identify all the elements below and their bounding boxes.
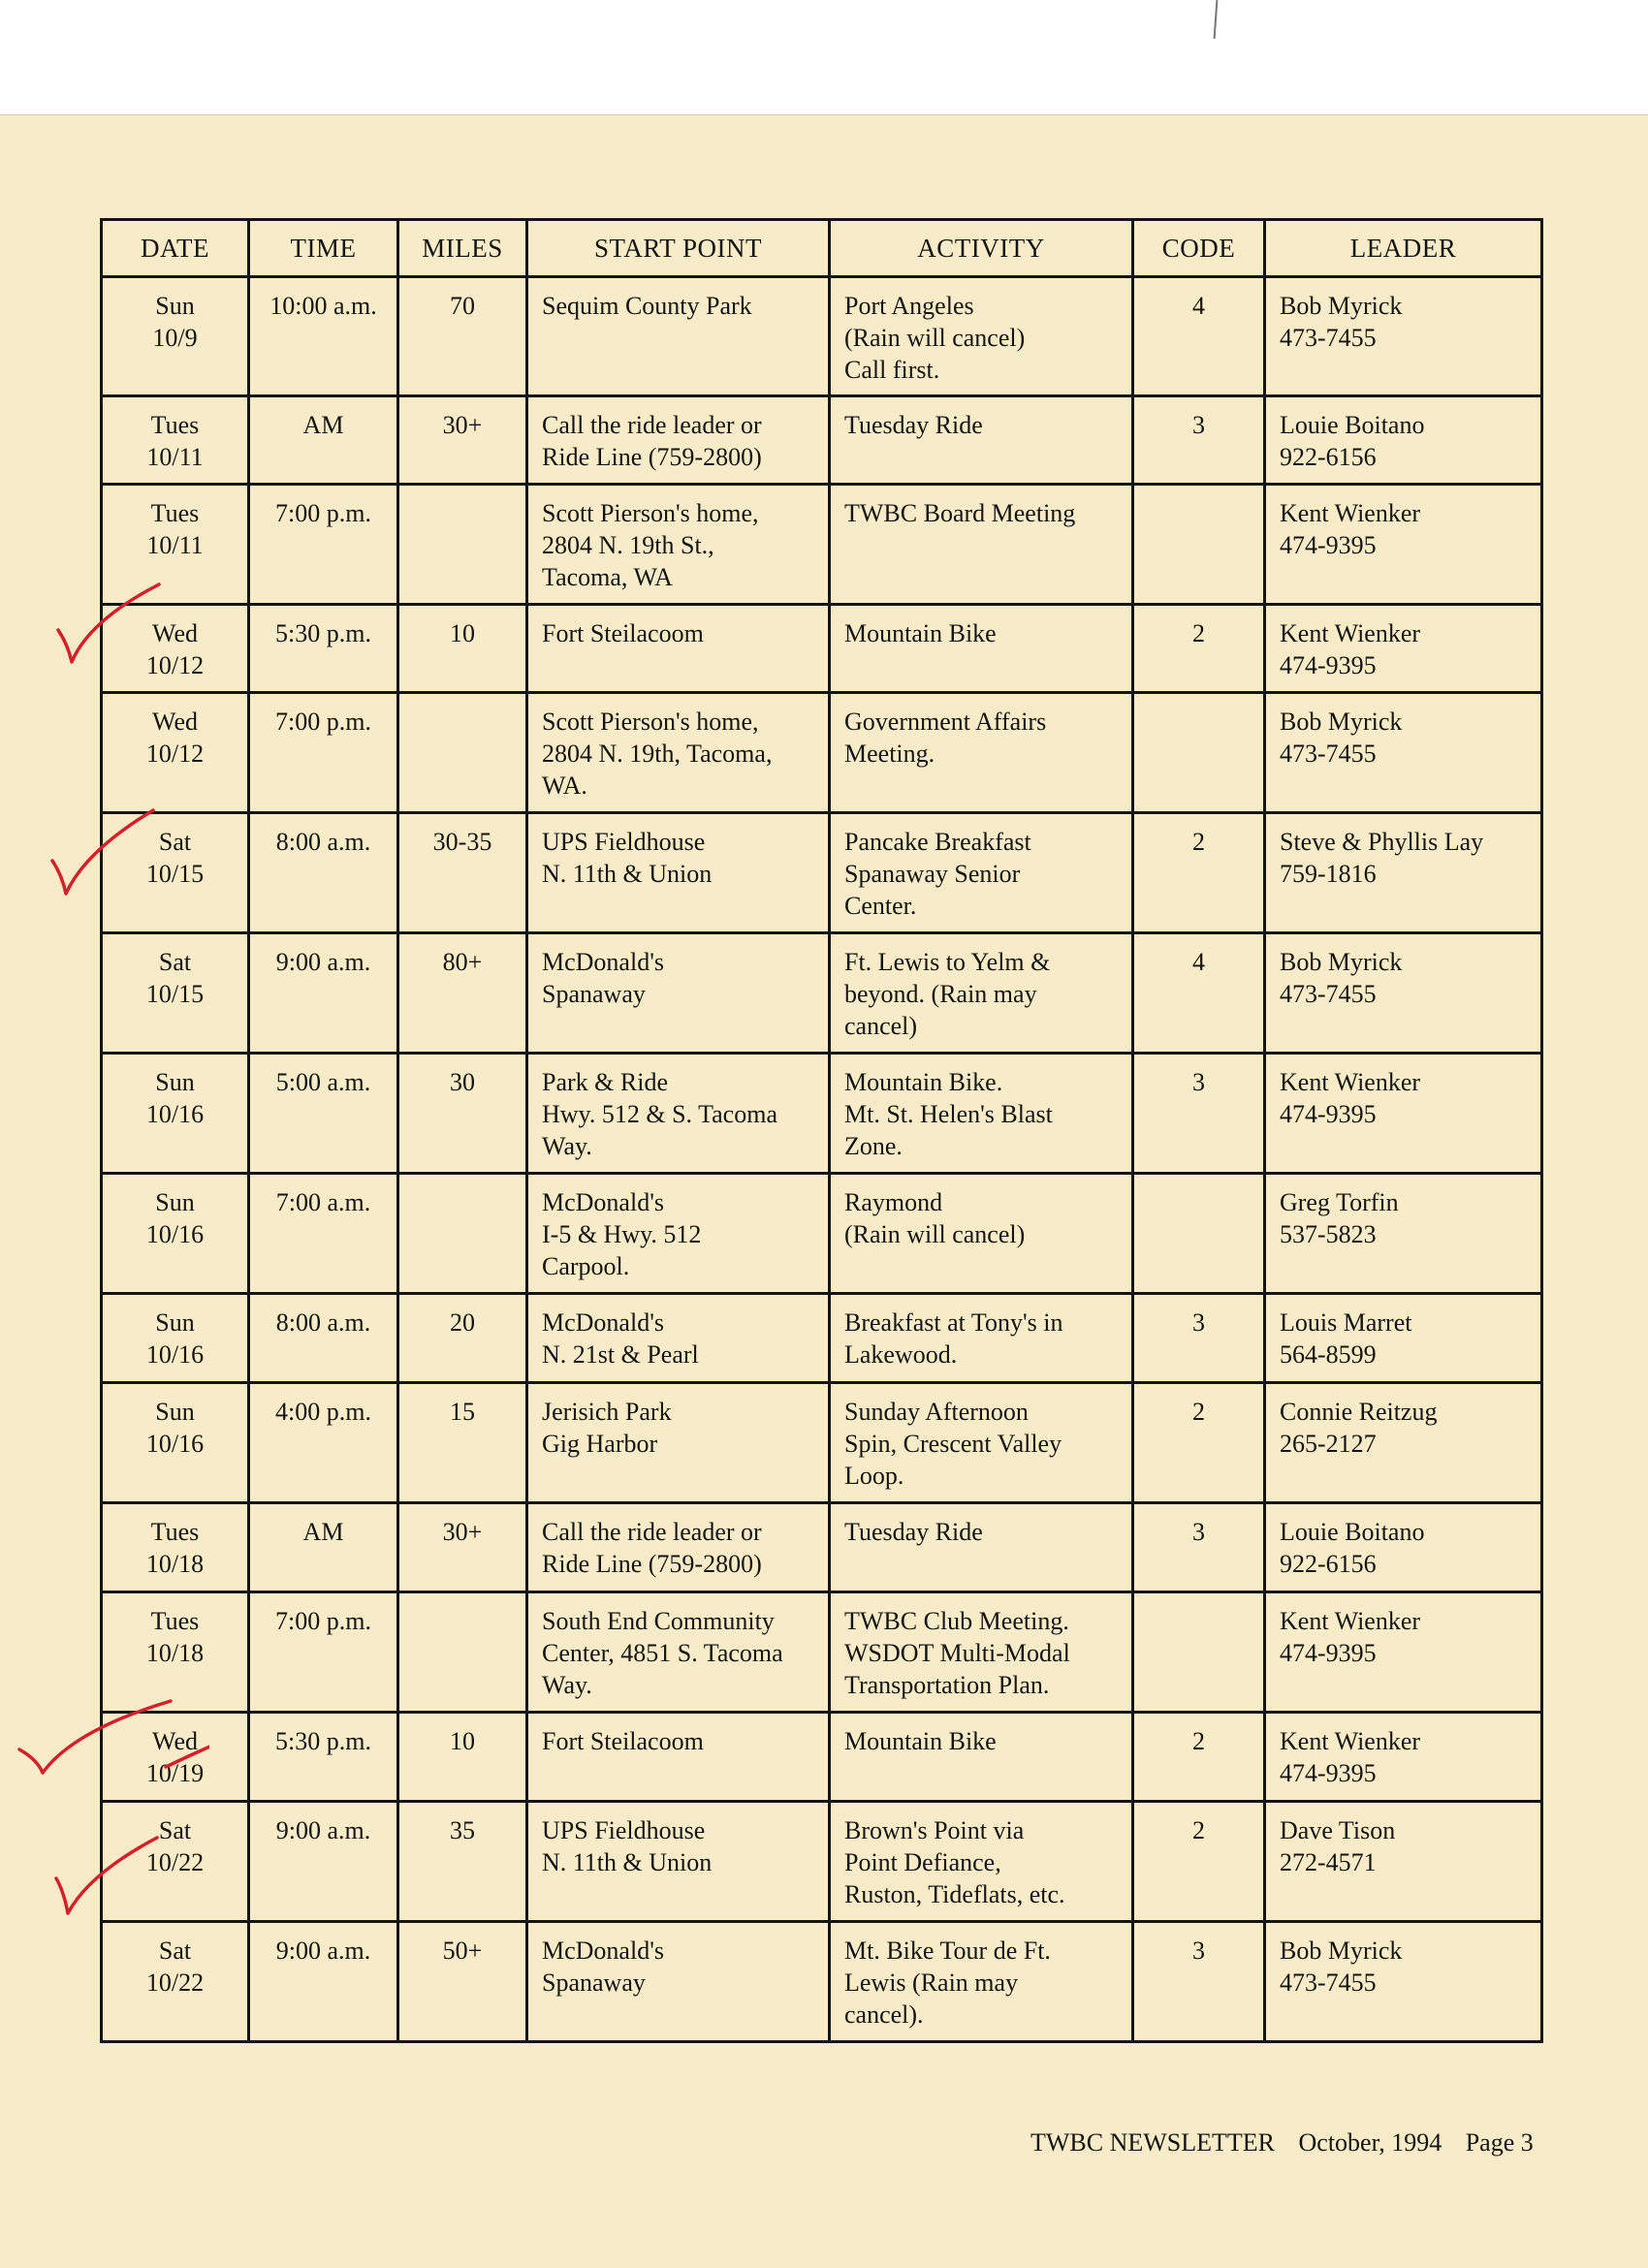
activity-cell-line: Loop. (844, 1462, 904, 1490)
miles-cell: 80+ (398, 933, 527, 1054)
activity-cell-line: Ft. Lewis to Yelm & (844, 948, 1051, 976)
table-row (102, 605, 1542, 693)
date-cell (102, 1054, 249, 1174)
date-cell (102, 693, 249, 813)
activity-cell (830, 1294, 1133, 1383)
time-cell: 7:00 p.m. (249, 693, 398, 813)
start-point-cell (527, 933, 830, 1054)
start-point-cell-line: Ride Line (759-2800) (542, 1550, 762, 1578)
start-point-cell-line: Park & Ride (542, 1068, 668, 1096)
header-code: CODE (1133, 220, 1265, 277)
start-point-cell-line: South End Community (542, 1607, 775, 1635)
table-row (102, 1922, 1542, 2042)
start-point-cell-line: Call the ride leader or (542, 1518, 762, 1546)
red-check-mark-icon (50, 1830, 167, 1937)
leader-cell (1265, 1713, 1542, 1802)
table-row (102, 1294, 1542, 1383)
activity-cell-line: Mountain Bike (844, 1727, 997, 1755)
date-cell-line: Sat (158, 948, 192, 976)
table-row (102, 1383, 1542, 1503)
activity-cell (830, 1713, 1133, 1802)
leader-cell (1265, 933, 1542, 1054)
leader-cell-line: 473-7455 (1280, 740, 1377, 768)
activity-cell (830, 933, 1133, 1054)
code-cell (1133, 693, 1265, 813)
leader-cell-line: 474-9395 (1280, 1100, 1377, 1128)
start-point-cell-line: Hwy. 512 & S. Tacoma (542, 1100, 777, 1128)
start-point-cell (527, 1922, 830, 2042)
date-cell (102, 1922, 249, 2042)
activity-cell-line: Sunday Afternoon (844, 1398, 1029, 1426)
activity-cell-line: Tuesday Ride (844, 1518, 983, 1546)
red-check-mark-icon (16, 1691, 209, 1798)
leader-cell (1265, 813, 1542, 933)
start-point-cell (527, 813, 830, 933)
start-point-cell-line: Fort Steilacoom (542, 1727, 704, 1755)
start-point-cell-line: Ride Line (759-2800) (542, 443, 762, 471)
table-row (102, 813, 1542, 933)
code-cell: 3 (1133, 396, 1265, 485)
leader-cell (1265, 1174, 1542, 1294)
activity-cell-line: Breakfast at Tony's in (844, 1308, 1063, 1337)
time-cell: 5:00 a.m. (249, 1054, 398, 1174)
date-cell-line: Wed (152, 619, 198, 647)
start-point-cell-line: Sequim County Park (542, 292, 752, 320)
activity-cell-line: (Rain will cancel) (844, 324, 1026, 352)
table-header-row (102, 220, 1542, 277)
date-cell-line: 10/15 (145, 860, 205, 888)
leader-cell-line: Greg Torfin (1280, 1188, 1399, 1216)
leader-cell-line: Louie Boitano (1280, 1518, 1425, 1546)
red-check-mark-icon (50, 577, 167, 683)
miles-cell: 30-35 (398, 813, 527, 933)
start-point-cell-line: Scott Pierson's home, (542, 499, 759, 527)
leader-cell-line: Dave Tison (1280, 1816, 1396, 1844)
time-cell: 5:30 p.m. (249, 1713, 398, 1802)
miles-cell: 30 (398, 1054, 527, 1174)
start-point-cell-line: Way. (542, 1132, 592, 1160)
start-point-cell-line: Jerisich Park (542, 1398, 672, 1426)
leader-cell (1265, 396, 1542, 485)
activity-cell (830, 693, 1133, 813)
time-cell: 10:00 a.m. (249, 277, 398, 396)
miles-cell: 20 (398, 1294, 527, 1383)
leader-cell (1265, 277, 1542, 396)
date-cell-line: 10/11 (146, 531, 204, 559)
table-row (102, 693, 1542, 813)
leader-cell-line: 759-1816 (1280, 860, 1377, 888)
leader-cell (1265, 1054, 1542, 1174)
activity-cell (830, 1922, 1133, 2042)
activity-cell-line: Mt. Bike Tour de Ft. (844, 1937, 1051, 1965)
header-time: TIME (249, 220, 398, 277)
start-point-cell-line: Tacoma, WA (542, 563, 673, 591)
leader-cell-line: Kent Wienker (1280, 1607, 1421, 1635)
miles-cell (398, 485, 527, 605)
date-cell-line: Sat (158, 828, 192, 856)
start-point-cell (527, 396, 830, 485)
header-miles: MILES (398, 220, 527, 277)
time-cell: 7:00 p.m. (249, 1592, 398, 1713)
table-row (102, 1802, 1542, 1922)
code-cell: 2 (1133, 1383, 1265, 1503)
activity-cell-line: Raymond (844, 1188, 943, 1216)
code-cell (1133, 485, 1265, 605)
miles-cell: 10 (398, 1713, 527, 1802)
leader-cell-line: Bob Myrick (1280, 948, 1403, 976)
time-cell: 9:00 a.m. (249, 1802, 398, 1922)
table-row (102, 1713, 1542, 1802)
time-cell: 9:00 a.m. (249, 1922, 398, 2042)
start-point-cell-line: McDonald's (542, 1937, 665, 1965)
date-cell-line: Wed (152, 708, 198, 736)
activity-cell-line: Lewis (Rain may (844, 1969, 1019, 1997)
miles-cell: 35 (398, 1802, 527, 1922)
date-cell-line: 10/12 (145, 651, 205, 679)
code-cell: 3 (1133, 1294, 1265, 1383)
activity-cell (830, 605, 1133, 693)
activity-cell-line: Ruston, Tideflats, etc. (844, 1880, 1065, 1908)
leader-cell (1265, 605, 1542, 693)
start-point-cell (527, 1713, 830, 1802)
leader-cell-line: Kent Wienker (1280, 619, 1421, 647)
leader-cell (1265, 1592, 1542, 1713)
scan-edge-mark (1214, 0, 1219, 39)
time-cell: AM (249, 396, 398, 485)
start-point-cell-line: Spanaway (542, 1969, 646, 1997)
header-start-point: START POINT (527, 220, 830, 277)
start-point-cell-line: N. 11th & Union (542, 1848, 713, 1876)
leader-cell-line: Louie Boitano (1280, 411, 1425, 439)
time-cell: 8:00 a.m. (249, 1294, 398, 1383)
activity-cell-line: Brown's Point via (844, 1816, 1025, 1844)
activity-cell-line: TWBC Club Meeting. (844, 1607, 1069, 1635)
leader-cell (1265, 1922, 1542, 2042)
time-cell: 7:00 a.m. (249, 1174, 398, 1294)
leader-cell (1265, 1503, 1542, 1592)
miles-cell (398, 693, 527, 813)
activity-cell-line: Mt. St. Helen's Blast (844, 1100, 1053, 1128)
start-point-cell-line: Spanaway (542, 980, 646, 1008)
leader-cell-line: 474-9395 (1280, 531, 1377, 559)
date-cell-line: 10/19 (145, 1759, 205, 1787)
activity-cell-line: Meeting. (844, 740, 935, 768)
activity-cell (830, 1174, 1133, 1294)
table-row (102, 1592, 1542, 1713)
page-footer (1030, 2128, 1534, 2158)
code-cell: 3 (1133, 1922, 1265, 2042)
activity-cell-line: beyond. (Rain may (844, 980, 1037, 1008)
activity-cell-line: Transportation Plan. (844, 1671, 1050, 1699)
activity-cell (830, 396, 1133, 485)
start-point-cell-line: McDonald's (542, 1308, 665, 1337)
start-point-cell (527, 277, 830, 396)
activity-cell-line: cancel). (844, 2000, 924, 2029)
date-cell-line: 10/16 (145, 1100, 205, 1128)
table-row (102, 933, 1542, 1054)
leader-cell-line: 272-4571 (1280, 1848, 1377, 1876)
activity-cell-line: Lakewood. (844, 1340, 958, 1369)
start-point-cell-line: N. 11th & Union (542, 860, 713, 888)
time-cell: AM (249, 1503, 398, 1592)
activity-cell-line: Port Angeles (844, 292, 974, 320)
miles-cell: 15 (398, 1383, 527, 1503)
date-cell-line: 10/12 (145, 740, 205, 768)
activity-cell-line: Zone. (844, 1132, 903, 1160)
leader-cell-line: Steve & Phyllis Lay (1280, 828, 1484, 856)
start-point-cell (527, 1054, 830, 1174)
date-cell-line: Sun (155, 1068, 195, 1096)
activity-cell-line: cancel) (844, 1012, 918, 1040)
activity-cell (830, 1802, 1133, 1922)
activity-cell-line: Spanaway Senior (844, 860, 1021, 888)
start-point-cell (527, 1592, 830, 1713)
time-cell: 9:00 a.m. (249, 933, 398, 1054)
activity-cell-line: Mountain Bike (844, 619, 997, 647)
leader-cell (1265, 693, 1542, 813)
start-point-cell (527, 1503, 830, 1592)
leader-cell-line: 537-5823 (1280, 1220, 1377, 1248)
start-point-cell (527, 693, 830, 813)
start-point-cell (527, 1174, 830, 1294)
start-point-cell-line: Carpool. (542, 1252, 630, 1280)
time-cell: 7:00 p.m. (249, 485, 398, 605)
leader-cell-line: 473-7455 (1280, 1969, 1377, 1997)
activity-cell-line: (Rain will cancel) (844, 1220, 1026, 1248)
start-point-cell-line: Way. (542, 1671, 592, 1699)
date-cell-line: 10/16 (145, 1340, 205, 1369)
date-cell-line: 10/16 (145, 1430, 205, 1458)
table-row (102, 485, 1542, 605)
leader-cell-line: 473-7455 (1280, 324, 1377, 352)
leader-cell-line: 474-9395 (1280, 651, 1377, 679)
date-cell-line: Sat (158, 1937, 192, 1965)
date-cell-line: Sun (155, 292, 195, 320)
activity-cell-line: Pancake Breakfast (844, 828, 1031, 856)
leader-cell-line: 922-6156 (1280, 1550, 1377, 1578)
activity-cell-line: TWBC Board Meeting (844, 499, 1076, 527)
leader-cell-line: 564-8599 (1280, 1340, 1377, 1369)
date-cell-line: Wed (152, 1727, 198, 1755)
start-point-cell (527, 1383, 830, 1503)
miles-cell: 70 (398, 277, 527, 396)
table-row (102, 277, 1542, 396)
start-point-cell-line: I-5 & Hwy. 512 (542, 1220, 702, 1248)
start-point-cell-line: 2804 N. 19th, Tacoma, (542, 740, 773, 768)
activity-cell (830, 485, 1133, 605)
header-activity: ACTIVITY (830, 220, 1133, 277)
time-cell: 5:30 p.m. (249, 605, 398, 693)
leader-cell (1265, 1802, 1542, 1922)
date-cell (102, 1294, 249, 1383)
start-point-cell-line: WA. (542, 772, 587, 800)
header-leader: LEADER (1265, 220, 1542, 277)
date-cell (102, 396, 249, 485)
table-row (102, 1054, 1542, 1174)
leader-cell-line: Kent Wienker (1280, 1727, 1421, 1755)
code-cell: 2 (1133, 1713, 1265, 1802)
start-point-cell-line: McDonald's (542, 1188, 665, 1216)
activity-cell-line: WSDOT Multi-Modal (844, 1639, 1070, 1667)
date-cell-line: 10/9 (152, 324, 198, 352)
leader-cell-line: 474-9395 (1280, 1759, 1377, 1787)
table-row (102, 1174, 1542, 1294)
activity-cell (830, 813, 1133, 933)
start-point-cell (527, 1802, 830, 1922)
miles-cell: 30+ (398, 1503, 527, 1592)
miles-cell (398, 1592, 527, 1713)
miles-cell: 30+ (398, 396, 527, 485)
activity-cell-line: Spin, Crescent Valley (844, 1430, 1062, 1458)
date-cell-line: Tues (150, 1607, 200, 1635)
activity-cell-line: Government Affairs (844, 708, 1047, 736)
date-cell (102, 1383, 249, 1503)
activity-cell-line: Mountain Bike. (844, 1068, 1003, 1096)
activity-cell (830, 1383, 1133, 1503)
leader-cell-line: Bob Myrick (1280, 292, 1403, 320)
code-cell: 3 (1133, 1503, 1265, 1592)
leader-cell-line: 922-6156 (1280, 443, 1377, 471)
footer-date: October, 1994 (1298, 2128, 1442, 2157)
time-cell: 4:00 p.m. (249, 1383, 398, 1503)
ride-schedule-table (100, 218, 1543, 2043)
leader-cell-line: Kent Wienker (1280, 1068, 1421, 1096)
start-point-cell-line: 2804 N. 19th St., (542, 531, 714, 559)
leader-cell (1265, 485, 1542, 605)
activity-cell (830, 277, 1133, 396)
date-cell-line: 10/11 (146, 443, 204, 471)
code-cell: 2 (1133, 605, 1265, 693)
start-point-cell-line: Gig Harbor (542, 1430, 658, 1458)
date-cell-line: Tues (150, 499, 200, 527)
table-row (102, 1503, 1542, 1592)
code-cell: 4 (1133, 277, 1265, 396)
start-point-cell (527, 1294, 830, 1383)
date-cell-line: 10/18 (145, 1550, 205, 1578)
leader-cell-line: 473-7455 (1280, 980, 1377, 1008)
code-cell: 3 (1133, 1054, 1265, 1174)
code-cell (1133, 1174, 1265, 1294)
date-cell (102, 277, 249, 396)
date-cell (102, 1503, 249, 1592)
leader-cell-line: 474-9395 (1280, 1639, 1377, 1667)
date-cell-line: Sun (155, 1308, 195, 1337)
start-point-cell (527, 485, 830, 605)
activity-cell (830, 1592, 1133, 1713)
start-point-cell-line: UPS Fieldhouse (542, 828, 706, 856)
start-point-cell-line: Scott Pierson's home, (542, 708, 759, 736)
code-cell (1133, 1592, 1265, 1713)
start-point-cell-line: McDonald's (542, 948, 665, 976)
miles-cell: 50+ (398, 1922, 527, 2042)
leader-cell (1265, 1383, 1542, 1503)
leader-cell-line: Louis Marret (1280, 1308, 1412, 1337)
date-cell-line: Tues (150, 411, 200, 439)
activity-cell (830, 1503, 1133, 1592)
activity-cell-line: Center. (844, 892, 917, 920)
leader-cell-line: 265-2127 (1280, 1430, 1377, 1458)
start-point-cell-line: Fort Steilacoom (542, 619, 704, 647)
activity-cell-line: Call first. (844, 356, 940, 384)
date-cell (102, 933, 249, 1054)
date-cell-line: 10/16 (145, 1220, 205, 1248)
leader-cell-line: Connie Reitzug (1280, 1398, 1438, 1426)
start-point-cell-line: Call the ride leader or (542, 411, 762, 439)
header-date: DATE (102, 220, 249, 277)
date-cell-line: 10/22 (145, 1848, 205, 1876)
start-point-cell-line: Center, 4851 S. Tacoma (542, 1639, 783, 1667)
start-point-cell-line: N. 21st & Pearl (542, 1340, 699, 1369)
date-cell-line: 10/15 (145, 980, 205, 1008)
code-cell: 2 (1133, 813, 1265, 933)
activity-cell-line: Point Defiance, (844, 1848, 1001, 1876)
table-row (102, 396, 1542, 485)
red-check-mark-icon (47, 803, 163, 909)
start-point-cell-line: UPS Fieldhouse (542, 1816, 706, 1844)
date-cell-line: 10/18 (145, 1639, 205, 1667)
leader-cell-line: Bob Myrick (1280, 708, 1403, 736)
footer-page-number: Page 3 (1465, 2128, 1534, 2157)
leader-cell (1265, 1294, 1542, 1383)
footer-publication: TWBC NEWSLETTER (1030, 2128, 1276, 2157)
date-cell (102, 1174, 249, 1294)
date-cell-line: Sun (155, 1188, 195, 1216)
date-cell-line: Sun (155, 1398, 195, 1426)
activity-cell (830, 1054, 1133, 1174)
date-cell-line: Tues (150, 1518, 200, 1546)
time-cell: 8:00 a.m. (249, 813, 398, 933)
code-cell: 4 (1133, 933, 1265, 1054)
start-point-cell (527, 605, 830, 693)
miles-cell (398, 1174, 527, 1294)
miles-cell: 10 (398, 605, 527, 693)
date-cell-line: Sat (158, 1816, 192, 1844)
code-cell: 2 (1133, 1802, 1265, 1922)
leader-cell-line: Bob Myrick (1280, 1937, 1403, 1965)
date-cell-line: 10/22 (145, 1969, 205, 1997)
activity-cell-line: Tuesday Ride (844, 411, 983, 439)
leader-cell-line: Kent Wienker (1280, 499, 1421, 527)
